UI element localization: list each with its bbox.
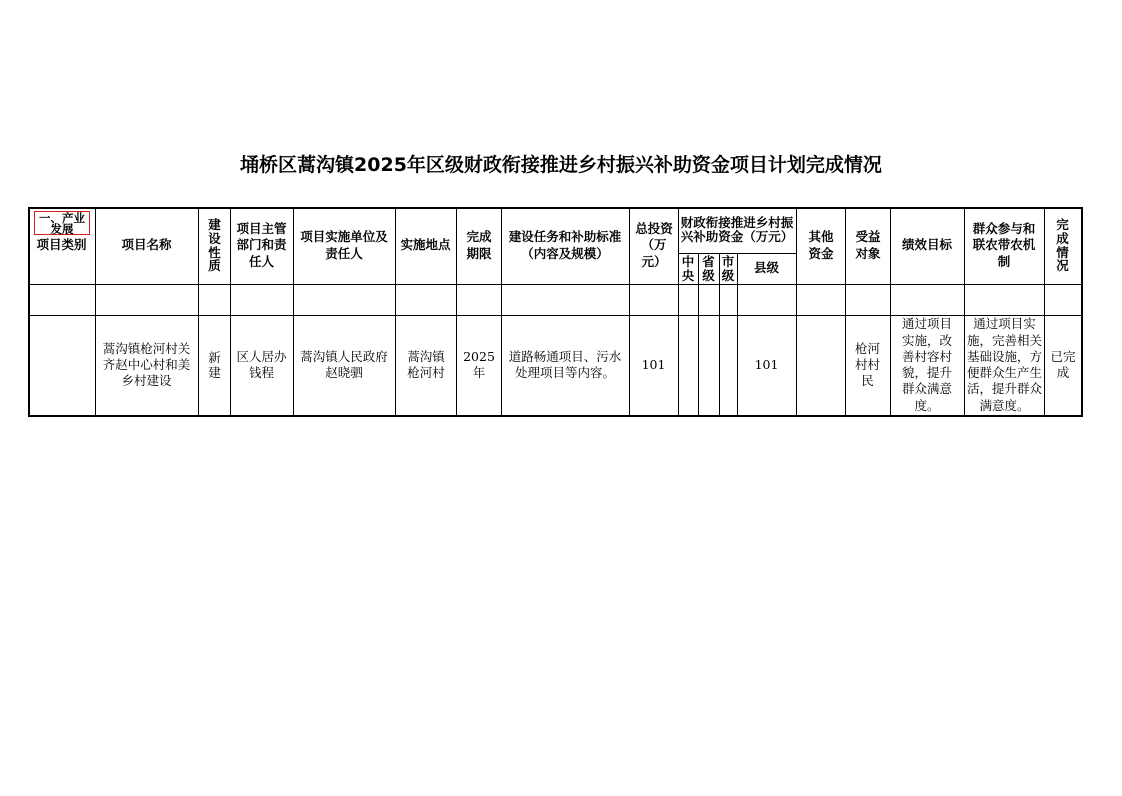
header-category: 项目类别 xyxy=(36,237,87,253)
header-status: 完成情况 xyxy=(1056,217,1069,274)
header-county: 县级 xyxy=(753,260,779,276)
header-central: 中央 xyxy=(681,253,695,283)
cell-unit: 蒿沟镇人民政府赵晓驷 xyxy=(300,348,388,380)
header-dept: 项目主管部门和责任人 xyxy=(236,221,287,269)
document-title: 埇桥区蒿沟镇2025年区级财政衔接推进乡村振兴补助资金项目计划完成情况 xyxy=(240,154,882,176)
header-project-name: 项目名称 xyxy=(121,237,172,253)
header-beneficiary: 受益对象 xyxy=(855,229,881,261)
cell-participation: 通过项目实施，完善相关基础设施，方便群众生产生活，提升群众满意度。 xyxy=(967,316,1043,413)
cell-county: 101 xyxy=(754,356,779,372)
cell-central xyxy=(678,315,698,415)
cell-city xyxy=(719,315,737,415)
cell-location: 蒿沟镇枪河村 xyxy=(407,348,445,380)
header-task: 建设任务和补助标准（内容及规模） xyxy=(508,229,622,261)
header-nature: 建设性质 xyxy=(208,217,221,274)
cell-other xyxy=(796,315,845,415)
cell-category xyxy=(28,315,95,415)
cell-performance: 通过项目实施，改善村容村貌，提升群众满意度。 xyxy=(901,316,952,413)
project-table xyxy=(28,207,1083,417)
header-total: 总投资（万元） xyxy=(635,221,673,269)
header-unit: 项目实施单位及责任人 xyxy=(300,229,388,261)
header-fund-group: 财政衔接推进乡村振兴补助资金（万元） xyxy=(680,214,794,244)
cell-nature: 新建 xyxy=(208,350,221,380)
cell-total: 101 xyxy=(641,356,666,372)
cell-task: 道路畅通项目、污水处理项目等内容。 xyxy=(508,348,622,380)
cell-project-name: 蒿沟镇枪河村关齐赵中心村和美乡村建设 xyxy=(102,340,191,389)
header-deadline: 完成期限 xyxy=(466,229,492,261)
header-city: 市级 xyxy=(721,253,735,283)
cell-deadline: 2025年 xyxy=(463,348,495,380)
cell-status: 已完成 xyxy=(1050,348,1076,380)
cell-province xyxy=(698,315,719,415)
header-other: 其他资金 xyxy=(808,229,834,261)
cell-beneficiary: 枪河村村民 xyxy=(854,340,880,389)
cell-dept: 区人居办钱程 xyxy=(236,348,287,380)
category-row-label: 一、产业发展 xyxy=(34,211,90,235)
header-location: 实施地点 xyxy=(400,237,451,253)
header-participation: 群众参与和联农带农机制 xyxy=(972,221,1036,269)
header-province: 省级 xyxy=(702,253,715,283)
header-performance: 绩效目标 xyxy=(901,237,952,253)
